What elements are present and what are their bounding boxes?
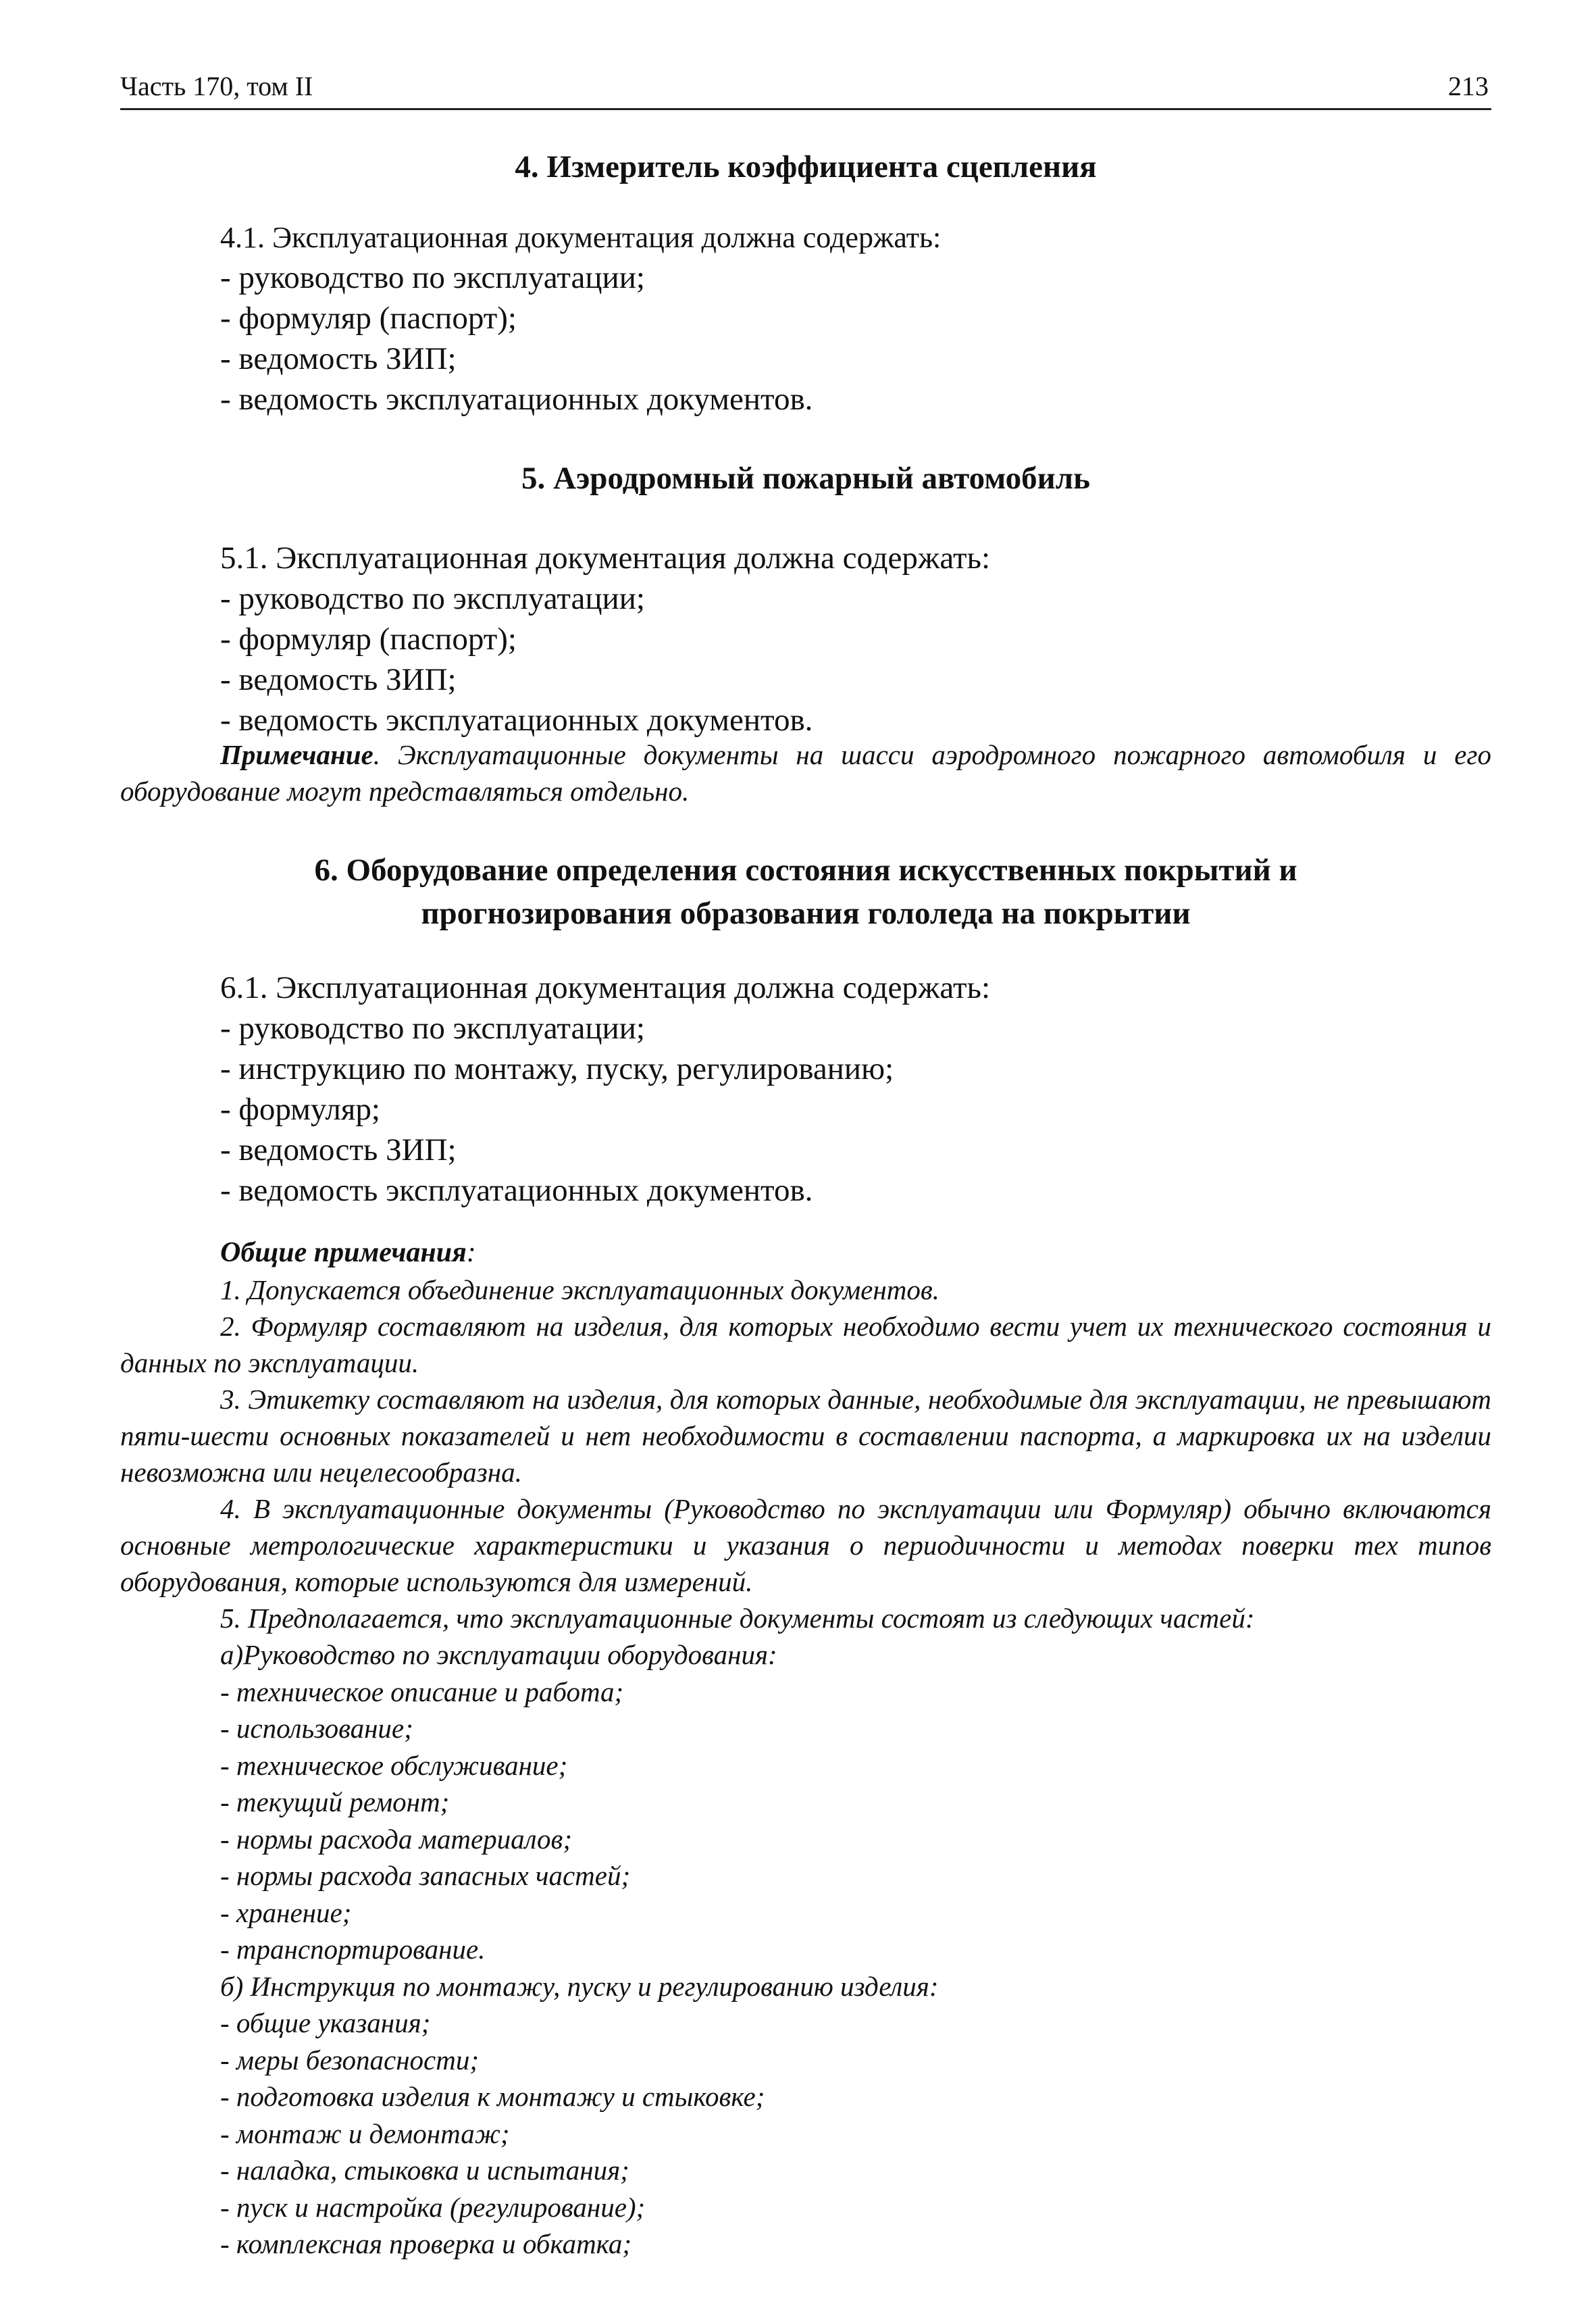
section-4-title: 4. Измеритель коэффициента сцепления — [515, 149, 1097, 184]
section-4-item: - ведомость ЗИП; — [220, 341, 457, 376]
section-6 — [120, 849, 1491, 935]
section-5-item: - ведомость ЗИП; — [220, 662, 457, 697]
part-a-item: - хранение; — [220, 1896, 352, 1928]
general-note-4: 4. В эксплуатационные документы (Руководство по эксплуатации или Формуляр) обычно включаются основные метрологические характеристики и указания о периодичности и методах поверки тех типов оборудования, которые используются для измерений. — [120, 1493, 1491, 1597]
general-notes-title-colon: : — [466, 1237, 476, 1268]
section-4-body — [120, 218, 1491, 420]
part-b-item: - общие указания; — [220, 2007, 431, 2038]
general-note-5: 5. Предполагается, что эксплуатационные документы состоят из следующих частей: — [220, 1603, 1255, 1634]
part-a-item: - использование; — [220, 1713, 413, 1744]
part-b-title: б) Инструкция по монтажу, пуску и регулированию изделия: — [220, 1970, 939, 2002]
part-b-item: - комплексная проверка и обкатка; — [220, 2228, 632, 2259]
section-4-item: - руководство по эксплуатации; — [220, 260, 645, 295]
general-note-1: 1. Допускается объединение эксплуатационных документов. — [220, 1274, 939, 1305]
section-6-item: - ведомость эксплуатационных документов. — [220, 1173, 813, 1208]
part-a-item: - техническое обслуживание; — [220, 1749, 568, 1781]
part-a-item: - текущий ремонт; — [220, 1786, 450, 1817]
section-5-body — [120, 538, 1491, 740]
section-5-title: 5. Аэродромный пожарный автомобиль — [521, 461, 1090, 496]
section-5-item: - формуляр (паспорт); — [220, 622, 517, 657]
part-a-item: - нормы расхода запасных частей; — [220, 1860, 631, 1891]
part-a-item: - транспортирование. — [220, 1934, 486, 1965]
general-note-3: 3. Этикетку составляют на изделия, для которых данные, необходимые для эксплуатации, не превышают пяти-шести основных показателей и нет необходимости в составлении паспорта, а маркировка их на изделии невозможна или нецелесообразна. — [120, 1384, 1491, 1488]
page-number: 213 — [1448, 71, 1489, 101]
section-6-item: - инструкцию по монтажу, пуску, регулированию; — [220, 1051, 894, 1086]
part-b-item: - меры безопасности; — [220, 2044, 480, 2076]
section-6-item: - формуляр; — [220, 1092, 380, 1127]
section-5 — [120, 457, 1491, 500]
general-notes-title — [120, 1234, 1491, 1272]
part-a-item: - нормы расхода материалов; — [220, 1823, 572, 1855]
section-5-lead: 5.1. Эксплуатационная документация должна содержать: — [220, 540, 991, 576]
part-a-title: а)Руководство по эксплуатации оборудования: — [220, 1639, 777, 1670]
section-6-item: - ведомость ЗИП; — [220, 1132, 457, 1167]
section-5-note — [120, 736, 1491, 809]
section-6-title-line-2: прогнозирования образования гололеда на покрытии — [421, 896, 1191, 931]
section-5-note-label: Примечание — [220, 739, 374, 770]
section-5-note-body: . Эксплуатационные документы на шасси аэродромного пожарного автомобиля и его оборудование могут представляться отдельно. — [120, 739, 1491, 807]
running-header — [120, 68, 1491, 110]
section-4-item: - ведомость эксплуатационных документов. — [220, 382, 813, 417]
section-6-body — [120, 967, 1491, 1211]
section-5-item: - руководство по эксплуатации; — [220, 581, 645, 616]
general-notes — [120, 1234, 1491, 2263]
part-b-item: - подготовка изделия к монтажу и стыковке; — [220, 2081, 765, 2112]
section-5-note-text — [120, 736, 1491, 809]
general-note-2: 2. Формуляр составляют на изделия, для которых необходимо вести учет их технического состояния и данных по эксплуатации. — [120, 1311, 1491, 1378]
section-4-lead: 4.1. Эксплуатационная документация должна содержать: — [220, 221, 942, 254]
part-a-item: - техническое описание и работа; — [220, 1676, 624, 1707]
general-notes-title-text: Общие примечания — [220, 1237, 467, 1268]
part-b-item: - пуск и настройка (регулирование); — [220, 2191, 646, 2223]
section-6-lead: 6.1. Эксплуатационная документация должна содержать: — [220, 970, 991, 1005]
section-5-item: - ведомость эксплуатационных документов. — [220, 703, 813, 738]
part-b-item: - монтаж и демонтаж; — [220, 2117, 510, 2149]
section-4 — [120, 145, 1491, 188]
section-6-item: - руководство по эксплуатации; — [220, 1011, 645, 1046]
section-6-title-line-1: 6. Оборудование определения состояния искусственных покрытий и — [314, 853, 1297, 888]
header-part-volume: Часть 170, том II — [120, 71, 313, 101]
section-4-item: - формуляр (паспорт); — [220, 301, 517, 336]
part-b-item: - наладка, стыковка и испытания; — [220, 2155, 629, 2186]
